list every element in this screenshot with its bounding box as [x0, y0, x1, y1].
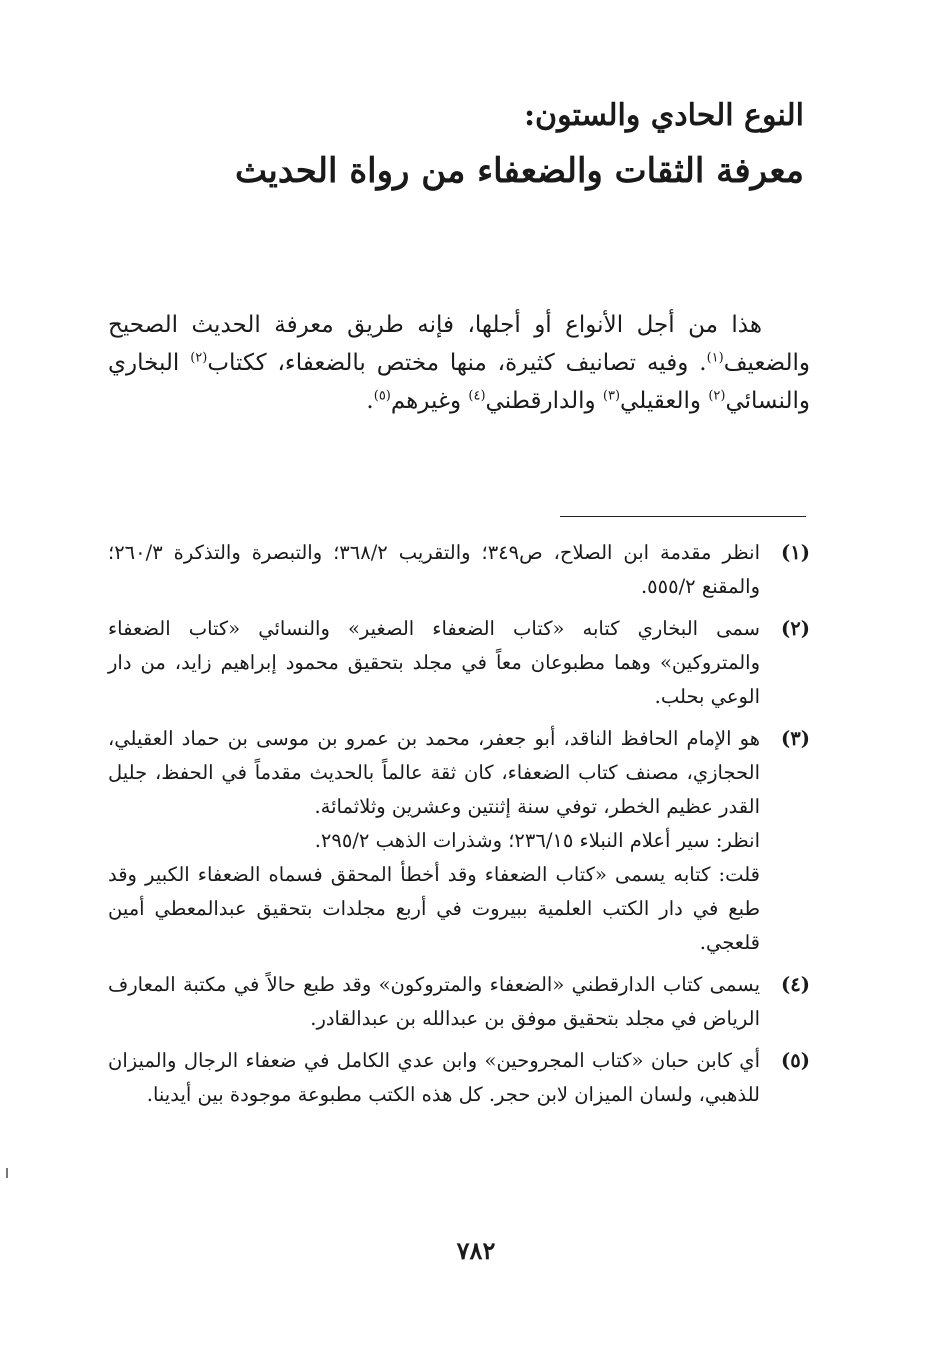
page-number: ٧٨٢: [456, 1236, 496, 1265]
body-text-segment: .: [366, 388, 374, 414]
footnote-number: (٤): [781, 973, 810, 996]
footnote-ref: (٢): [190, 350, 208, 366]
body-text-segment: والعقيلي: [620, 388, 709, 414]
footnote-text: هو الإمام الحافظ الناقد، أبو جعفر، محمد بن عمرو بن موسى بن حماد العقيلي، الحجازي، مصنف كتاب الضعفاء، كان ثقة عالماً بالحديث مقدماً في الحفظ، جليل القدر عظيم الخطر، توفي سنة إثنتين وعشرين وثلاثمائة.: [108, 727, 760, 818]
footnote-3: [108, 722, 810, 960]
footnote-text: انظر مقدمة ابن الصلاح، ص٣٤٩؛ والتقريب ٣٦٨/٢؛ والتبصرة والتذكرة ٢٦٠/٣؛ والمقنع ٥٥٥/٢.: [108, 541, 760, 598]
scan-speck: [6, 1168, 8, 1178]
body-text-segment: وغيرهم: [390, 388, 469, 414]
footnote-ref: (٥): [373, 388, 391, 404]
footnote-number: (٥): [781, 1049, 810, 1072]
footnote-number: (٣): [781, 727, 810, 750]
footnote-5: [108, 1044, 810, 1112]
footnote-ref: (٣): [602, 388, 621, 404]
footnote-2: [108, 612, 810, 714]
body-text-segment: هذا من أجل الأنواع أو أجلها، فإنه طريق معرفة الحديث الصحيح والضعيف: [108, 312, 810, 376]
body-paragraph: [108, 306, 810, 420]
chapter-label: النوع الحادي والستون:: [523, 98, 804, 133]
footnote-ref: (٤): [468, 388, 486, 404]
body-text-segment: البخاري والنسائي: [108, 350, 810, 414]
body-text-segment: . وفيه تصانيف كثيرة، منها مختص بالضعفاء، ككتاب: [207, 350, 707, 376]
footnote-separator: [560, 516, 806, 517]
footnote-text: انظر: سير أعلام النبلاء ٢٣٦/١٥؛ وشذرات الذهب ٢٩٥/٢.: [314, 829, 760, 852]
footnote-ref: (١): [706, 350, 724, 366]
footnote-text: يسمى كتاب الدارقطني «الضعفاء والمتروكون» وقد طبع حالاً في مكتبة المعارف الرياض في مجلد بتحقيق موفق بن عبدالله بن عبدالقادر.: [108, 973, 760, 1030]
footnote-1: [108, 536, 810, 604]
footnotes: [108, 536, 810, 1120]
body-text-segment: والدارقطني: [485, 388, 603, 414]
footnote-4: [108, 968, 810, 1036]
chapter-title: معرفة الثقات والضعفاء من رواة الحديث: [235, 151, 804, 191]
footnote-text: سمى البخاري كتابه «كتاب الضعفاء الصغير» والنسائي «كتاب الضعفاء والمتروكين» وهما مطبوعان معاً في مجلد بتحقيق محمود إبراهيم زايد، من دار الوعي بحلب.: [108, 617, 760, 708]
footnote-text: قلت: كتابه يسمى «كتاب الضعفاء وقد أخطأ المحقق فسماه الضعفاء الكبير وقد طبع في دار الكتب العلمية ببيروت في أربع مجلدات بتحقيق عبدالمعطي أمين قلعجي.: [108, 863, 760, 954]
footnote-text: أي كابن حبان «كتاب المجروحين» وابن عدي الكامل في ضعفاء الرجال والميزان للذهبي، ولسان الميزان لابن حجر. كل هذه الكتب مطبوعة موجودة بين أيدينا.: [108, 1049, 760, 1106]
footnote-number: (١): [781, 541, 810, 564]
footnote-number: (٢): [781, 617, 810, 640]
footnote-ref: (٢): [708, 388, 726, 404]
